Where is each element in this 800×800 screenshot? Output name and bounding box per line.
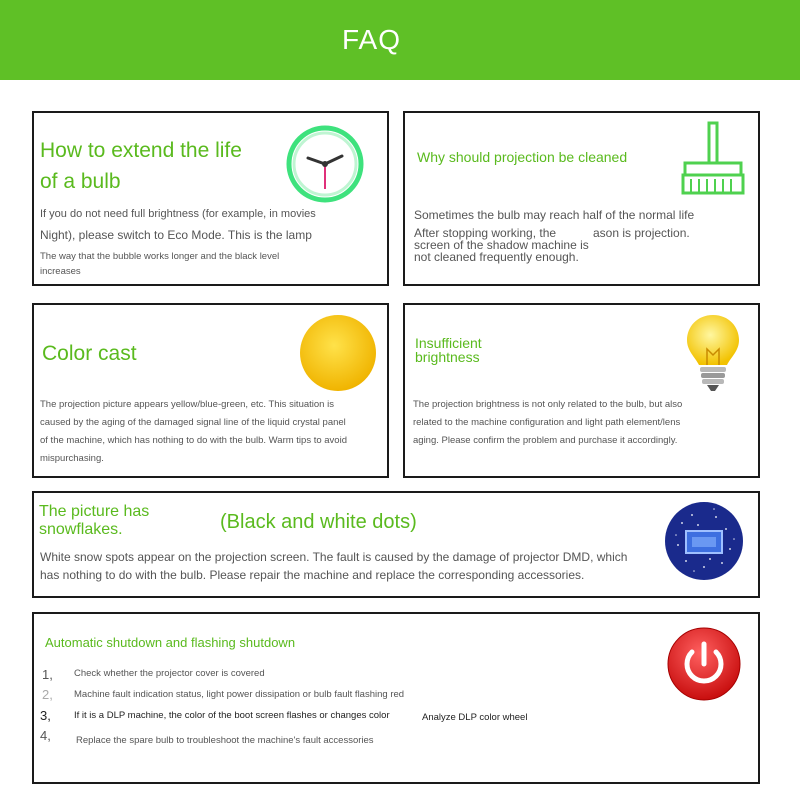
card-text-line: Night), please switch to Eco Mode. This is the lamp [40,228,312,242]
card-title-line: snowflakes. [39,521,123,538]
card-shutdown [32,612,760,784]
list-number: 2, [42,687,53,702]
card-text-line: The projection brightness is not only related to the bulb, but also [413,399,683,410]
card-text-line: ason is projection. [593,226,690,240]
card-title-line: brightness [415,349,480,365]
clock-icon [284,123,366,205]
card-title: How to extend the life of a bulb [40,139,242,193]
list-item: Replace the spare bulb to troubleshoot the machine's fault accessories [76,735,374,746]
card-text-line: The projection picture appears yellow/blue-green, etc. This situation is [40,399,334,410]
broom-icon [677,119,749,199]
list-number: 1, [42,667,53,682]
power-icon [666,626,742,702]
card-text-line: Sometimes the bulb may reach half of the normal life [414,208,695,222]
list-extra: Analyze DLP color wheel [422,712,528,723]
card-brightness [403,303,760,478]
card-text-line: caused by the aging of the damaged signal line of the liquid crystal panel [40,417,346,428]
card-bulb-life [32,111,389,286]
lightbulb-icon [683,311,743,395]
card-color-cast [32,303,389,478]
card-text-line: After stopping working, the [414,226,557,240]
card-text-line: has nothing to do with the bulb. Please repair the machine and replace the corresponding accessories. [40,568,585,582]
card-title: Color cast [42,342,137,365]
yellow-circle-icon [298,313,378,393]
card-snowflakes [32,491,760,598]
card-text-line: related to the machine configuration and light path element/lens [413,417,681,428]
card-text-line: mispurchasing. [40,453,104,464]
page-title: FAQ [342,24,402,55]
card-title-line: Insufficient [415,335,482,351]
card-title: Why should projection be cleaned [417,149,628,165]
card-text-line: The way that the bubble works longer and the black level [40,251,280,262]
card-cleaning [403,111,760,286]
card-text-line: White snow spots appear on the projection screen. The fault is caused by the damage of projector DMD, which [40,550,628,564]
card-subtitle: (Black and white dots) [220,511,417,533]
card-text-line: increases [40,266,81,277]
card-text-line: of the machine, which has nothing to do with the bulb. Warm tips to avoid [40,435,347,446]
card-text-line: aging. Please confirm the problem and purchase it accordingly. [413,435,678,446]
list-number: 4, [40,728,51,743]
dmd-chip-icon [664,501,744,581]
card-text-line: screen of the shadow machine is [414,238,589,252]
card-title: Automatic shutdown and flashing shutdown [45,635,296,650]
card-title-line: The picture has [39,503,150,520]
list-item: Machine fault indication status, light power dissipation or bulb fault flashing red [74,689,405,700]
list-item: Check whether the projector cover is covered [74,668,265,679]
list-number: 3, [40,708,51,723]
faq-banner [0,0,800,80]
list-item: If it is a DLP machine, the color of the boot screen flashes or changes color [74,710,390,721]
card-text-line: If you do not need full brightness (for example, in movies [40,208,316,220]
card-text-line: not cleaned frequently enough. [414,250,579,264]
